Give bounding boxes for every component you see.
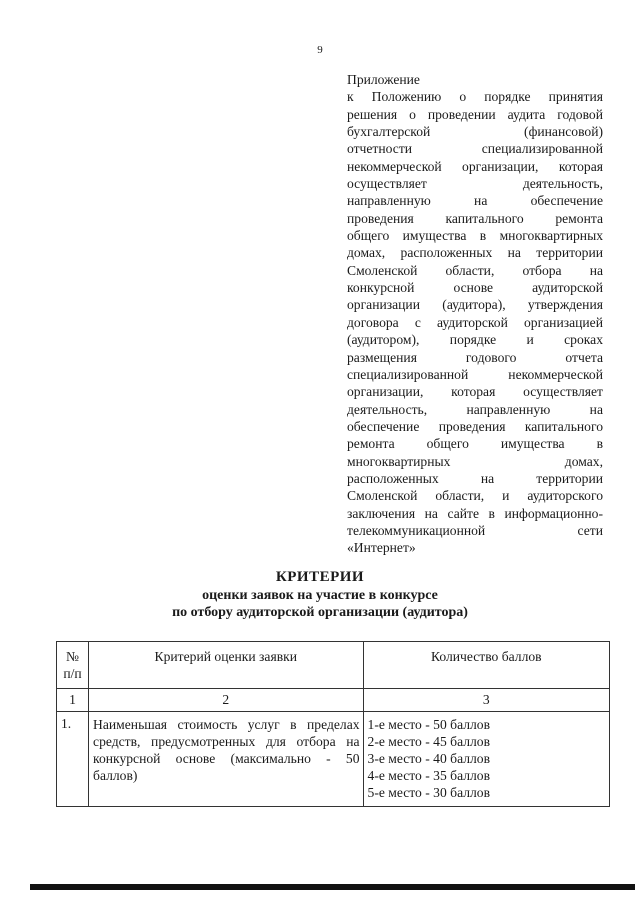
appendix-line: Смоленской области, и аудиторского (347, 488, 603, 504)
header-number (57, 642, 89, 689)
appendix-line: ремонта общего имущества в (347, 436, 603, 452)
row-number: 1. (57, 712, 89, 807)
header-number-line2: п/п (63, 666, 82, 681)
header-score (363, 642, 609, 689)
appendix-line: отчетности специализированной (347, 141, 603, 157)
appendix-line: «Интернет» (347, 540, 416, 556)
criteria-title-block (0, 568, 640, 621)
header-criterion-label: Критерий оценки заявки (154, 649, 298, 664)
criteria-subtitle-line2: по отбору аудиторской организации (аудитора) (172, 605, 468, 620)
appendix-line: договора с аудиторской организацией (347, 314, 603, 330)
header-score-label: Количество баллов (430, 649, 542, 664)
row-criterion: Наименьшая стоимость услуг в пределах средств, предусмотренных для отбора на конкурсной основе (максимально - 50 баллов) (89, 712, 363, 807)
index-cell: 1 (57, 689, 89, 712)
appendix-line: (аудитором), порядке и сроках (347, 332, 603, 348)
appendix-line: заключения на сайте в информационно- (347, 505, 603, 521)
criteria-table (56, 641, 610, 807)
criteria-subtitle-line1: оценки заявок на участие в конкурсе (202, 588, 438, 603)
index-cell: 2 (89, 689, 363, 712)
table-row (57, 712, 610, 807)
appendix-line: к Положению о порядке принятия (347, 89, 603, 105)
appendix-line: специализированной некоммерческой (347, 366, 603, 382)
score-line: 3-е место - 40 баллов (367, 751, 491, 766)
score-line: 2-е место - 45 баллов (367, 734, 491, 749)
appendix-line: организации, которая осуществляет (347, 384, 603, 400)
appendix-line: деятельность, направленную на (347, 401, 603, 417)
appendix-line: решения о проведении аудита годовой (347, 106, 603, 122)
appendix-line: обеспечение проведения капитального (347, 418, 603, 434)
index-cell: 3 (363, 689, 609, 712)
header-criterion (89, 642, 363, 689)
table-index-row (57, 689, 610, 712)
score-line: 1-е место - 50 баллов (367, 717, 491, 732)
appendix-line: направленную на обеспечение (347, 193, 603, 209)
appendix-line: домах, расположенных на территории (347, 245, 603, 261)
criteria-title: КРИТЕРИИ (275, 569, 365, 585)
appendix-line: бухгалтерской (финансовой) (347, 124, 603, 140)
appendix-line: общего имущества в многоквартирных (347, 228, 603, 244)
page-number: 9 (317, 44, 323, 56)
appendix-line: телекоммуникационной сети (347, 522, 603, 538)
score-line: 4-е место - 35 баллов (367, 768, 491, 783)
header-number-line1: № (66, 649, 80, 664)
appendix-line: конкурсной основе аудиторской (347, 280, 603, 296)
scan-edge-bar (30, 884, 635, 890)
appendix-line: размещения годового отчета (347, 349, 603, 365)
appendix-line: некоммерческой организации, которая (347, 158, 603, 174)
appendix-line: Смоленской области, отбора на (347, 262, 603, 278)
appendix-heading (347, 71, 603, 557)
table-header-row (57, 642, 610, 689)
score-line: 5-е место - 30 баллов (367, 785, 491, 800)
appendix-line: проведения капитального ремонта (347, 210, 603, 226)
appendix-line: осуществляет деятельность, (347, 176, 603, 192)
appendix-line: Приложение (347, 72, 420, 87)
appendix-line: организации (аудитора), утверждения (347, 297, 603, 313)
row-scores (363, 712, 609, 807)
appendix-line: расположенных на территории (347, 470, 603, 486)
appendix-line: многоквартирных домах, (347, 453, 603, 469)
